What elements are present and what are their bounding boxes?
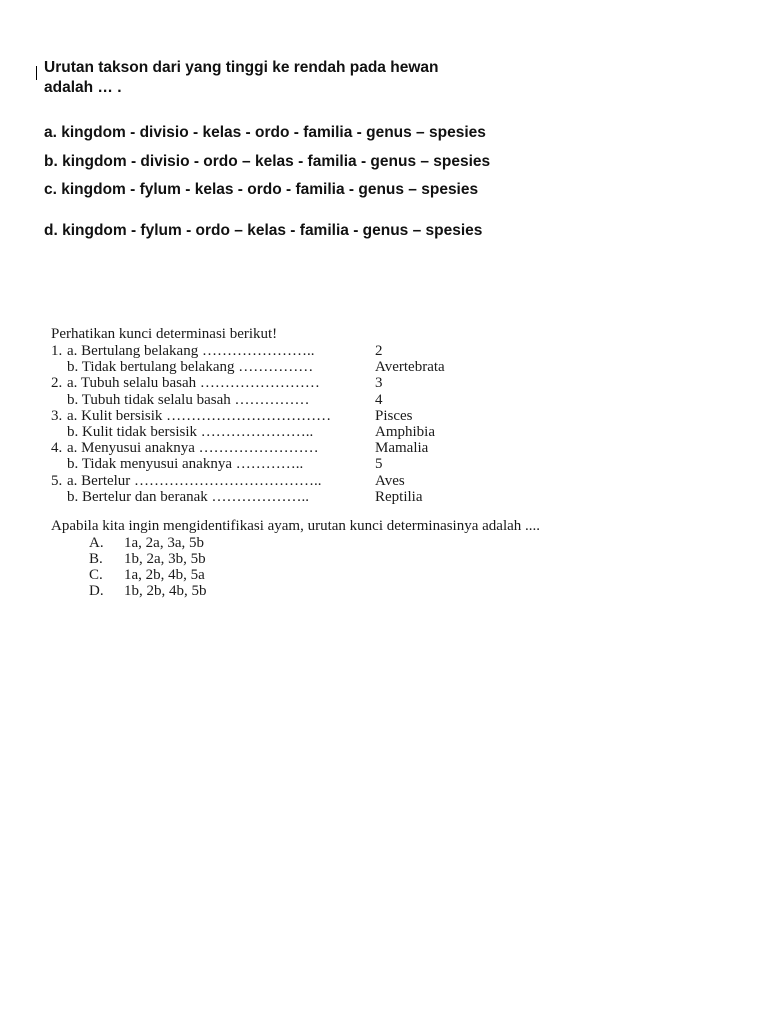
key-row <box>51 424 651 440</box>
answer-value: 1a, 2a, 3a, 5b <box>124 534 204 551</box>
key-row <box>51 456 651 472</box>
question-2-stem: Apabila kita ingin mengidentifikasi ayam, urutan kunci determinasinya adalah .... <box>51 517 541 534</box>
answer-letter: B. <box>89 551 103 568</box>
key-row-number: 5. <box>51 472 63 489</box>
key-row-number: 1. <box>51 343 63 359</box>
question-1-option-c: c. kingdom - fylum - kelas - ordo - familia - genus – spesies <box>44 181 479 198</box>
key-row-number: 2. <box>51 375 63 392</box>
answer-value: 1b, 2a, 3b, 5b <box>124 551 206 568</box>
question-1-stem-line-2: adalah … . <box>44 79 122 96</box>
answer-letter: A. <box>89 534 104 551</box>
question-1-option-d: d. kingdom - fylum - ordo – kelas - familia - genus – spesies <box>44 221 483 239</box>
key-row-label: a. Menyusui anaknya …………………… <box>67 440 319 457</box>
key-row-label: b. Tidak bertulang belakang …………… <box>67 359 314 376</box>
key-row <box>51 473 651 489</box>
key-row-number: 3. <box>51 407 63 424</box>
question-1-stem-line-1: Urutan takson dari yang tinggi ke rendah pada hewan <box>44 59 439 76</box>
key-row-label: a. Bertulang belakang ………………….. <box>67 343 315 359</box>
key-row-result: Amphibia <box>375 423 435 440</box>
key-row-label: a. Tubuh selalu basah …………………… <box>67 375 320 392</box>
question-1 <box>44 58 724 245</box>
question-1-option-a: a. kingdom - divisio - kelas - ordo - familia - genus – spesies <box>44 124 486 141</box>
key-row-result: 2 <box>375 343 383 359</box>
key-row-result: Pisces <box>375 407 413 424</box>
key-row <box>51 359 651 375</box>
determination-key <box>51 343 651 505</box>
key-row <box>51 375 651 391</box>
key-row-result: 5 <box>375 456 383 473</box>
key-row <box>51 489 651 505</box>
key-row-label: b. Bertelur dan beranak ……………….. <box>67 488 310 505</box>
key-row-label: a. Kulit bersisik …………………………… <box>67 407 332 424</box>
answer-option-b <box>51 551 651 567</box>
question-2 <box>51 326 651 600</box>
answer-value: 1a, 2b, 4b, 5a <box>124 567 205 584</box>
key-row-number: 4. <box>51 440 63 457</box>
key-row-result: 3 <box>375 375 383 392</box>
answer-letter: C. <box>89 567 103 584</box>
answer-option-c <box>51 567 651 583</box>
answer-option-a <box>51 535 651 551</box>
key-row-result: Avertebrata <box>375 359 445 376</box>
key-row-result: Aves <box>375 472 405 489</box>
answer-option-d <box>51 583 651 599</box>
key-row <box>51 392 651 408</box>
question-1-option-b: b. kingdom - divisio - ordo – kelas - familia - genus – spesies <box>44 152 491 170</box>
text-cursor <box>36 66 37 80</box>
determination-key-intro: Perhatikan kunci determinasi berikut! <box>51 326 278 342</box>
key-row-result: 4 <box>375 391 383 408</box>
question-2-answers <box>51 535 651 600</box>
key-row-label: b. Tidak menyusui anaknya ………….. <box>67 456 304 473</box>
key-row-label: b. Tubuh tidak selalu basah …………… <box>67 391 310 408</box>
answer-value: 1b, 2b, 4b, 5b <box>124 583 207 600</box>
key-row-result: Mamalia <box>375 440 429 457</box>
key-row-label: b. Kulit tidak bersisik ………………….. <box>67 423 314 440</box>
answer-letter: D. <box>89 583 104 600</box>
key-row-label: a. Bertelur ……………………………….. <box>67 472 322 489</box>
question-1-options <box>44 119 724 245</box>
key-row <box>51 343 651 359</box>
key-row <box>51 440 651 456</box>
key-row-result: Reptilia <box>375 488 423 505</box>
key-row <box>51 408 651 424</box>
